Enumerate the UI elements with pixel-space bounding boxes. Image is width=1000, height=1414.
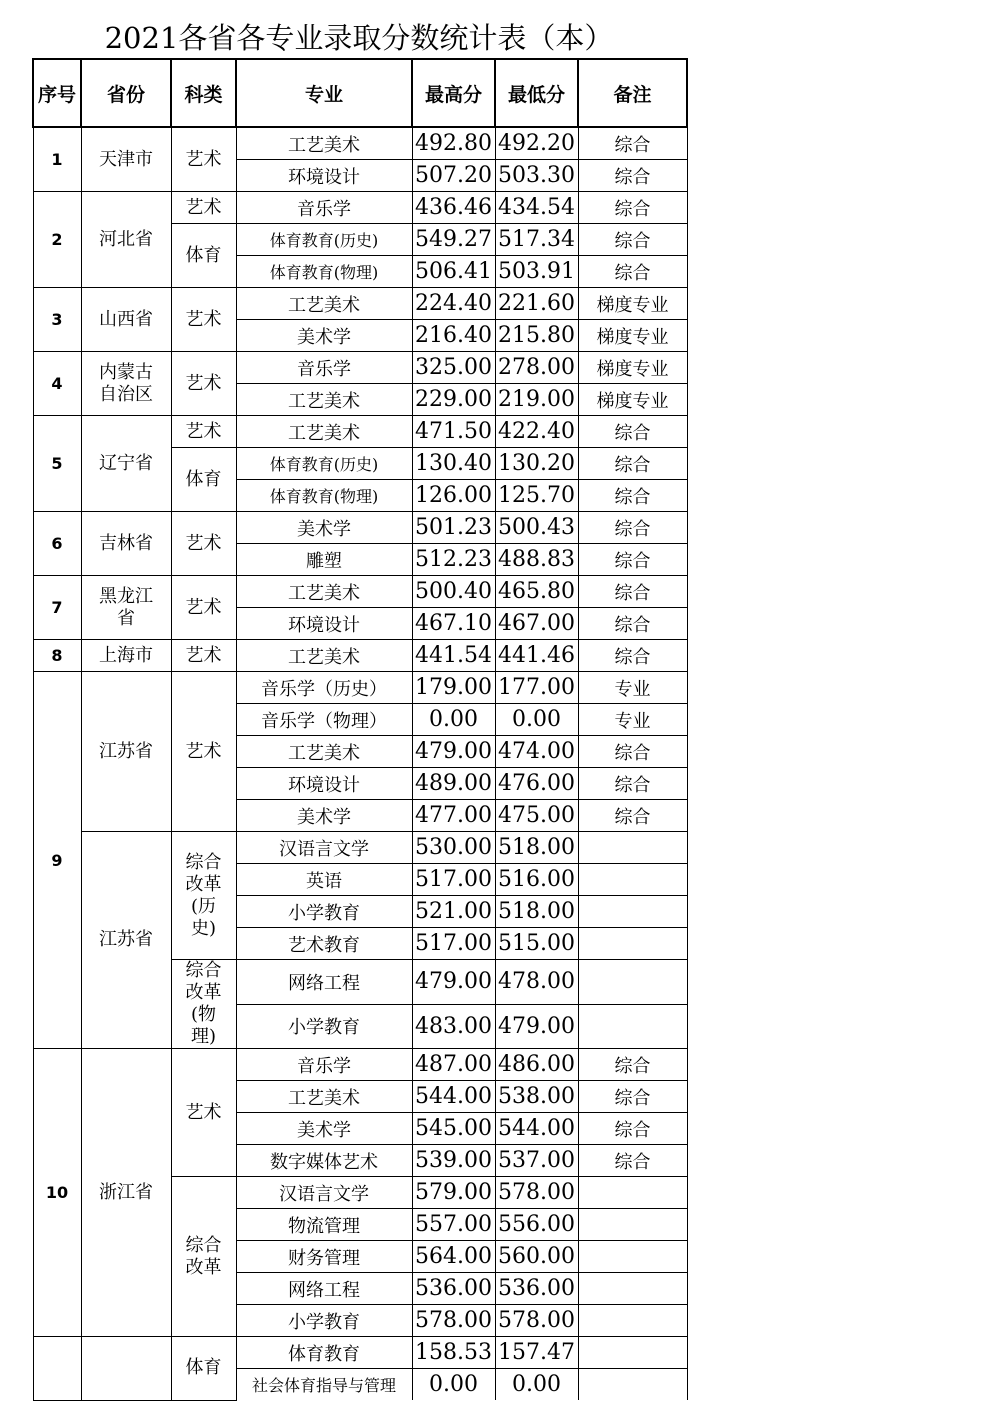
cell-min-score: 474.00: [495, 736, 578, 768]
cell-min-score: 537.00: [495, 1145, 578, 1177]
cell-note: [578, 1337, 687, 1369]
cell-max-score: 517.00: [412, 928, 495, 960]
cell-major: 音乐学: [236, 1049, 412, 1081]
cell-major: 社会体育指导与管理: [236, 1369, 412, 1401]
cell-major: 财务管理: [236, 1241, 412, 1273]
cell-max-score: 521.00: [412, 896, 495, 928]
cell-min-score: 221.60: [495, 288, 578, 320]
cell-max-score: 549.27: [412, 224, 495, 256]
cell-max-score: 489.00: [412, 768, 495, 800]
cell-max-score: 492.80: [412, 127, 495, 160]
cell-min-score: 0.00: [495, 1369, 578, 1401]
cell-min-score: 434.54: [495, 192, 578, 224]
score-table: [32, 58, 688, 1401]
cell-note: 综合: [578, 416, 687, 448]
cell-min-score: 486.00: [495, 1049, 578, 1081]
table-row: [33, 832, 687, 864]
table-row: [33, 640, 687, 672]
cell-note: 综合: [578, 608, 687, 640]
cell-note: 综合: [578, 160, 687, 192]
cell-major: 体育教育: [236, 1337, 412, 1369]
cell-major: 体育教育(物理): [236, 480, 412, 512]
cell-note: 综合: [578, 576, 687, 608]
cell-province: 黑龙江省: [81, 576, 171, 640]
cell-category: 艺术: [171, 672, 236, 832]
header-major: 专业: [236, 59, 412, 127]
cell-max-score: 216.40: [412, 320, 495, 352]
cell-province: 内蒙古自治区: [81, 352, 171, 416]
cell-max-score: 0.00: [412, 1369, 495, 1401]
cell-max-score: 500.40: [412, 576, 495, 608]
header-province: 省份: [81, 59, 171, 127]
cell-max-score: 0.00: [412, 704, 495, 736]
cell-max-score: 471.50: [412, 416, 495, 448]
cell-note: [578, 928, 687, 960]
header-note: 备注: [578, 59, 687, 127]
cell-major: 工艺美术: [236, 384, 412, 416]
cell-note: [578, 1004, 687, 1049]
cell-major: 美术学: [236, 320, 412, 352]
cell-major: 体育教育(历史): [236, 224, 412, 256]
cell-category: 体育: [171, 224, 236, 288]
cell-category: 艺术: [171, 576, 236, 640]
cell-province: 河北省: [81, 192, 171, 288]
cell-major: 网络工程: [236, 1273, 412, 1305]
cell-major: 物流管理: [236, 1209, 412, 1241]
cell-max-score: 557.00: [412, 1209, 495, 1241]
cell-max-score: 325.00: [412, 352, 495, 384]
header-max-score: 最高分: [412, 59, 495, 127]
cell-max-score: 506.41: [412, 256, 495, 288]
cell-major: 美术学: [236, 1113, 412, 1145]
cell-min-score: 0.00: [495, 704, 578, 736]
cell-min-score: 441.46: [495, 640, 578, 672]
cell-category: 综合改革(物理): [171, 960, 236, 1049]
cell-min-score: 476.00: [495, 768, 578, 800]
cell-min-score: 422.40: [495, 416, 578, 448]
cell-min-score: 518.00: [495, 832, 578, 864]
cell-province: 吉林省: [81, 512, 171, 576]
cell-min-score: 215.80: [495, 320, 578, 352]
cell-major: 小学教育: [236, 1004, 412, 1049]
header-category: 科类: [171, 59, 236, 127]
cell-note: 综合: [578, 1081, 687, 1113]
cell-min-score: 130.20: [495, 448, 578, 480]
cell-major: 工艺美术: [236, 127, 412, 160]
cell-note: 综合: [578, 544, 687, 576]
cell-major: 环境设计: [236, 608, 412, 640]
cell-major: 工艺美术: [236, 576, 412, 608]
cell-max-score: 536.00: [412, 1273, 495, 1305]
cell-note: 综合: [578, 736, 687, 768]
cell-major: 体育教育(历史): [236, 448, 412, 480]
cell-seq: 4: [33, 352, 81, 416]
cell-major: 工艺美术: [236, 640, 412, 672]
table-row: [33, 512, 687, 544]
cell-seq: 1: [33, 127, 81, 192]
cell-major: 英语: [236, 864, 412, 896]
cell-min-score: 177.00: [495, 672, 578, 704]
cell-note: 专业: [578, 704, 687, 736]
cell-min-score: 503.91: [495, 256, 578, 288]
cell-note: 综合: [578, 1049, 687, 1081]
cell-note: [578, 1177, 687, 1209]
cell-note: [578, 864, 687, 896]
cell-major: 工艺美术: [236, 1081, 412, 1113]
cell-note: 综合: [578, 800, 687, 832]
cell-major: 美术学: [236, 512, 412, 544]
cell-major: 艺术教育: [236, 928, 412, 960]
page-title: 2021各省各专业录取分数统计表（本）: [104, 21, 614, 55]
cell-note: 综合: [578, 448, 687, 480]
cell-min-score: 467.00: [495, 608, 578, 640]
cell-note: 综合: [578, 1113, 687, 1145]
cell-note: [578, 960, 687, 1005]
cell-major: 环境设计: [236, 160, 412, 192]
cell-min-score: 500.43: [495, 512, 578, 544]
table-row: [33, 1337, 687, 1369]
cell-min-score: 503.30: [495, 160, 578, 192]
cell-category: 体育: [171, 1337, 236, 1401]
cell-note: 梯度专业: [578, 384, 687, 416]
cell-note: 综合: [578, 512, 687, 544]
cell-min-score: 578.00: [495, 1177, 578, 1209]
cell-note: 综合: [578, 1145, 687, 1177]
cell-seq: 8: [33, 640, 81, 672]
cell-max-score: 483.00: [412, 1004, 495, 1049]
cell-note: 梯度专业: [578, 320, 687, 352]
cell-seq: 7: [33, 576, 81, 640]
cell-max-score: 579.00: [412, 1177, 495, 1209]
cell-note: [578, 1369, 687, 1401]
cell-min-score: 556.00: [495, 1209, 578, 1241]
cell-note: 综合: [578, 192, 687, 224]
cell-major: 雕塑: [236, 544, 412, 576]
cell-max-score: 539.00: [412, 1145, 495, 1177]
table-header-row: [33, 59, 687, 127]
cell-note: 梯度专业: [578, 352, 687, 384]
cell-major: 音乐学（物理）: [236, 704, 412, 736]
cell-note: 综合: [578, 127, 687, 160]
cell-min-score: 492.20: [495, 127, 578, 160]
cell-province: 辽宁省: [81, 416, 171, 512]
cell-min-score: 560.00: [495, 1241, 578, 1273]
cell-max-score: 507.20: [412, 160, 495, 192]
cell-major: 音乐学（历史）: [236, 672, 412, 704]
table-row: [33, 672, 687, 704]
cell-min-score: 125.70: [495, 480, 578, 512]
cell-major: 数字媒体艺术: [236, 1145, 412, 1177]
cell-min-score: 278.00: [495, 352, 578, 384]
cell-max-score: 544.00: [412, 1081, 495, 1113]
cell-max-score: 530.00: [412, 832, 495, 864]
cell-max-score: 578.00: [412, 1305, 495, 1337]
cell-min-score: 516.00: [495, 864, 578, 896]
cell-min-score: 479.00: [495, 1004, 578, 1049]
cell-major: 工艺美术: [236, 288, 412, 320]
cell-major: 音乐学: [236, 192, 412, 224]
cell-category: 艺术: [171, 512, 236, 576]
cell-category: 综合改革(历史): [171, 832, 236, 960]
cell-note: [578, 1273, 687, 1305]
cell-min-score: 488.83: [495, 544, 578, 576]
cell-max-score: 224.40: [412, 288, 495, 320]
cell-major: 小学教育: [236, 896, 412, 928]
cell-note: [578, 832, 687, 864]
cell-province: 山西省: [81, 288, 171, 352]
cell-seq: 5: [33, 416, 81, 512]
cell-note: 综合: [578, 480, 687, 512]
cell-major: 体育教育(物理): [236, 256, 412, 288]
cell-max-score: 545.00: [412, 1113, 495, 1145]
cell-category: 艺术: [171, 288, 236, 352]
cell-min-score: 478.00: [495, 960, 578, 1005]
cell-max-score: 479.00: [412, 736, 495, 768]
cell-major: 工艺美术: [236, 736, 412, 768]
cell-min-score: 515.00: [495, 928, 578, 960]
cell-note: 综合: [578, 256, 687, 288]
cell-max-score: 229.00: [412, 384, 495, 416]
cell-seq: [33, 1337, 81, 1401]
cell-category: 艺术: [171, 416, 236, 448]
cell-major: 汉语言文学: [236, 1177, 412, 1209]
cell-category: 艺术: [171, 352, 236, 416]
cell-note: 梯度专业: [578, 288, 687, 320]
cell-min-score: 544.00: [495, 1113, 578, 1145]
cell-category: 体育: [171, 448, 236, 512]
cell-note: [578, 1209, 687, 1241]
cell-seq: 2: [33, 192, 81, 288]
table-row: [33, 192, 687, 224]
cell-max-score: 564.00: [412, 1241, 495, 1273]
cell-province: 江苏省: [81, 832, 171, 1049]
cell-max-score: 126.00: [412, 480, 495, 512]
cell-province: 浙江省: [81, 1049, 171, 1337]
cell-min-score: 517.34: [495, 224, 578, 256]
cell-note: 综合: [578, 768, 687, 800]
cell-max-score: 467.10: [412, 608, 495, 640]
cell-min-score: 475.00: [495, 800, 578, 832]
cell-min-score: 538.00: [495, 1081, 578, 1113]
table-body: [33, 127, 687, 1400]
header-seq: 序号: [33, 59, 81, 127]
cell-max-score: 179.00: [412, 672, 495, 704]
cell-max-score: 501.23: [412, 512, 495, 544]
table-row: [33, 576, 687, 608]
cell-category: 艺术: [171, 192, 236, 224]
table-row: [33, 352, 687, 384]
cell-note: 综合: [578, 224, 687, 256]
cell-max-score: 479.00: [412, 960, 495, 1005]
table-row: [33, 288, 687, 320]
cell-max-score: 512.23: [412, 544, 495, 576]
cell-max-score: 158.53: [412, 1337, 495, 1369]
cell-seq: 6: [33, 512, 81, 576]
table-row: [33, 416, 687, 448]
cell-major: 网络工程: [236, 960, 412, 1005]
cell-major: 美术学: [236, 800, 412, 832]
cell-major: 汉语言文学: [236, 832, 412, 864]
header-min-score: 最低分: [495, 59, 578, 127]
cell-max-score: 477.00: [412, 800, 495, 832]
cell-category: 艺术: [171, 127, 236, 192]
table-row: [33, 127, 687, 160]
cell-note: 专业: [578, 672, 687, 704]
cell-max-score: 487.00: [412, 1049, 495, 1081]
cell-province: 上海市: [81, 640, 171, 672]
cell-province: [81, 1337, 171, 1401]
cell-max-score: 441.54: [412, 640, 495, 672]
cell-major: 小学教育: [236, 1305, 412, 1337]
table-row: [33, 1049, 687, 1081]
cell-note: [578, 896, 687, 928]
cell-major: 工艺美术: [236, 416, 412, 448]
cell-major: 音乐学: [236, 352, 412, 384]
cell-note: 综合: [578, 640, 687, 672]
cell-min-score: 536.00: [495, 1273, 578, 1305]
cell-category: 艺术: [171, 1049, 236, 1177]
cell-note: [578, 1305, 687, 1337]
cell-min-score: 465.80: [495, 576, 578, 608]
cell-category: 综合改革: [171, 1177, 236, 1337]
cell-min-score: 578.00: [495, 1305, 578, 1337]
cell-min-score: 157.47: [495, 1337, 578, 1369]
cell-note: [578, 1241, 687, 1273]
cell-min-score: 518.00: [495, 896, 578, 928]
cell-seq: 3: [33, 288, 81, 352]
cell-max-score: 130.40: [412, 448, 495, 480]
cell-province: 江苏省: [81, 672, 171, 832]
cell-major: 环境设计: [236, 768, 412, 800]
cell-min-score: 219.00: [495, 384, 578, 416]
cell-seq: 9: [33, 672, 81, 1049]
cell-category: 艺术: [171, 640, 236, 672]
cell-province: 天津市: [81, 127, 171, 192]
cell-max-score: 517.00: [412, 864, 495, 896]
cell-seq: 10: [33, 1049, 81, 1337]
cell-max-score: 436.46: [412, 192, 495, 224]
